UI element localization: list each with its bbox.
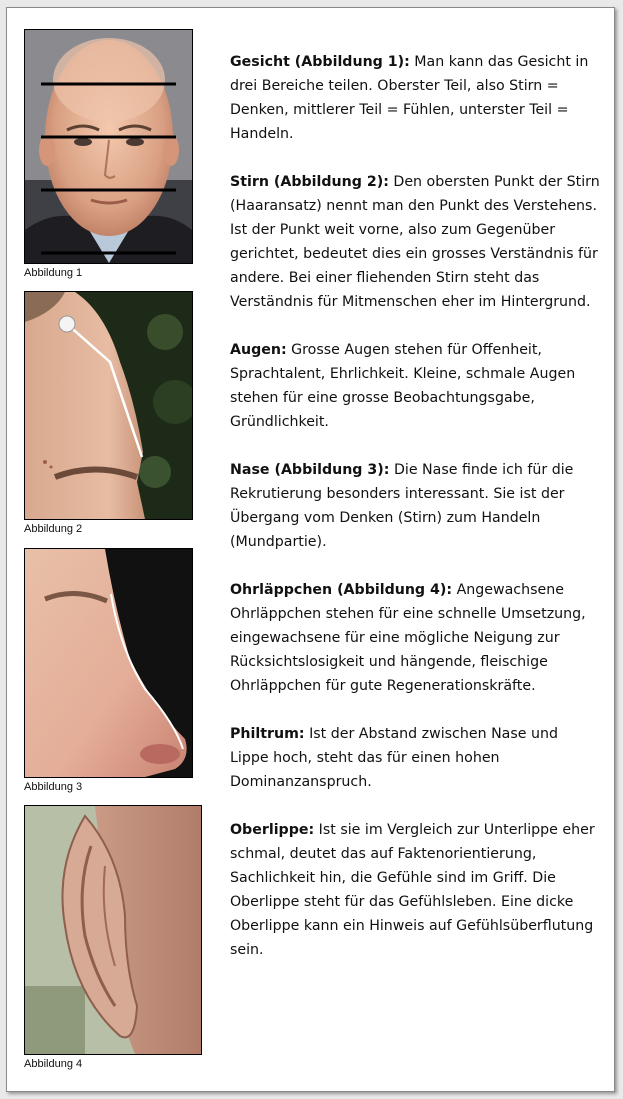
section-gesicht — [230, 50, 600, 146]
ear-photo — [24, 805, 202, 1055]
figure-caption: Abbildung 2 — [24, 523, 83, 535]
forehead-photo — [24, 291, 193, 520]
text-column — [230, 50, 600, 986]
section-body: Ist der Abstand zwischen Nase und Lippe hoch, steht das für einen hohen Dominanzanspruch. — [230, 726, 558, 790]
nose-photo — [24, 548, 193, 778]
section-heading: Ohrläppchen (Abbildung 4): — [230, 582, 453, 598]
section-augen — [230, 338, 600, 434]
document-page — [6, 7, 615, 1092]
figure-caption: Abbildung 4 — [24, 1058, 83, 1070]
figure-1 — [24, 29, 193, 279]
section-nase — [230, 458, 600, 554]
section-heading: Stirn (Abbildung 2): — [230, 174, 389, 190]
section-body: Ist sie im Vergleich zur Unterlippe eher schmal, deutet das auf Faktenorientierung, Sachlichkeit hin, die Gefühle sind im Griff. Die Oberlippe steht für das Gefühlsleben. Eine dicke Oberlippe kann ein Hinweis auf Gefühlsüberflutung sein. — [230, 822, 595, 958]
section-philtrum — [230, 722, 600, 794]
section-heading: Gesicht (Abbildung 1): — [230, 54, 410, 70]
section-heading: Oberlippe: — [230, 822, 315, 838]
section-heading: Philtrum: — [230, 726, 305, 742]
figure-2 — [24, 291, 193, 535]
section-body: Angewachsene Ohrläppchen stehen für eine schnelle Umsetzung, eingewachsene für eine mögliche Neigung zur Rücksichtslosigkeit und hängende, fleischige Ohrläppchen für gute Regenerationskräfte. — [230, 582, 586, 694]
section-oberlippe — [230, 818, 600, 962]
section-body: Man kann das Gesicht in drei Bereiche teilen. Oberster Teil, also Stirn = Denken, mittlerer Teil = Fühlen, unterster Teil = Handeln. — [230, 54, 589, 142]
figure-caption: Abbildung 1 — [24, 267, 83, 279]
section-stirn — [230, 170, 600, 314]
section-body: Grosse Augen stehen für Offenheit, Sprachtalent, Ehrlichkeit. Kleine, schmale Augen stehen für eine grosse Beobachtungsgabe, Gründlichkeit. — [230, 342, 576, 430]
figure-caption: Abbildung 3 — [24, 781, 83, 793]
figure-4 — [24, 805, 202, 1070]
section-heading: Nase (Abbildung 3): — [230, 462, 390, 478]
section-heading: Augen: — [230, 342, 287, 358]
face-photo — [24, 29, 193, 264]
figure-3 — [24, 548, 193, 793]
section-ohrlaeppchen — [230, 578, 600, 698]
section-body: Die Nase finde ich für die Rekrutierung besonders interessant. Sie ist der Übergang vom Denken (Stirn) zum Handeln (Mundpartie). — [230, 462, 574, 550]
section-body: Den obersten Punkt der Stirn (Haaransatz) nennt man den Punkt des Verstehens. Ist der Punkt weit vorne, also zum Gegenüber gerichtet, bedeutet dies ein grosses Verständnis für andere. Bei einer fliehenden Stirn steht das Verständnis für Mitmenschen eher im Hintergrund. — [230, 174, 600, 310]
